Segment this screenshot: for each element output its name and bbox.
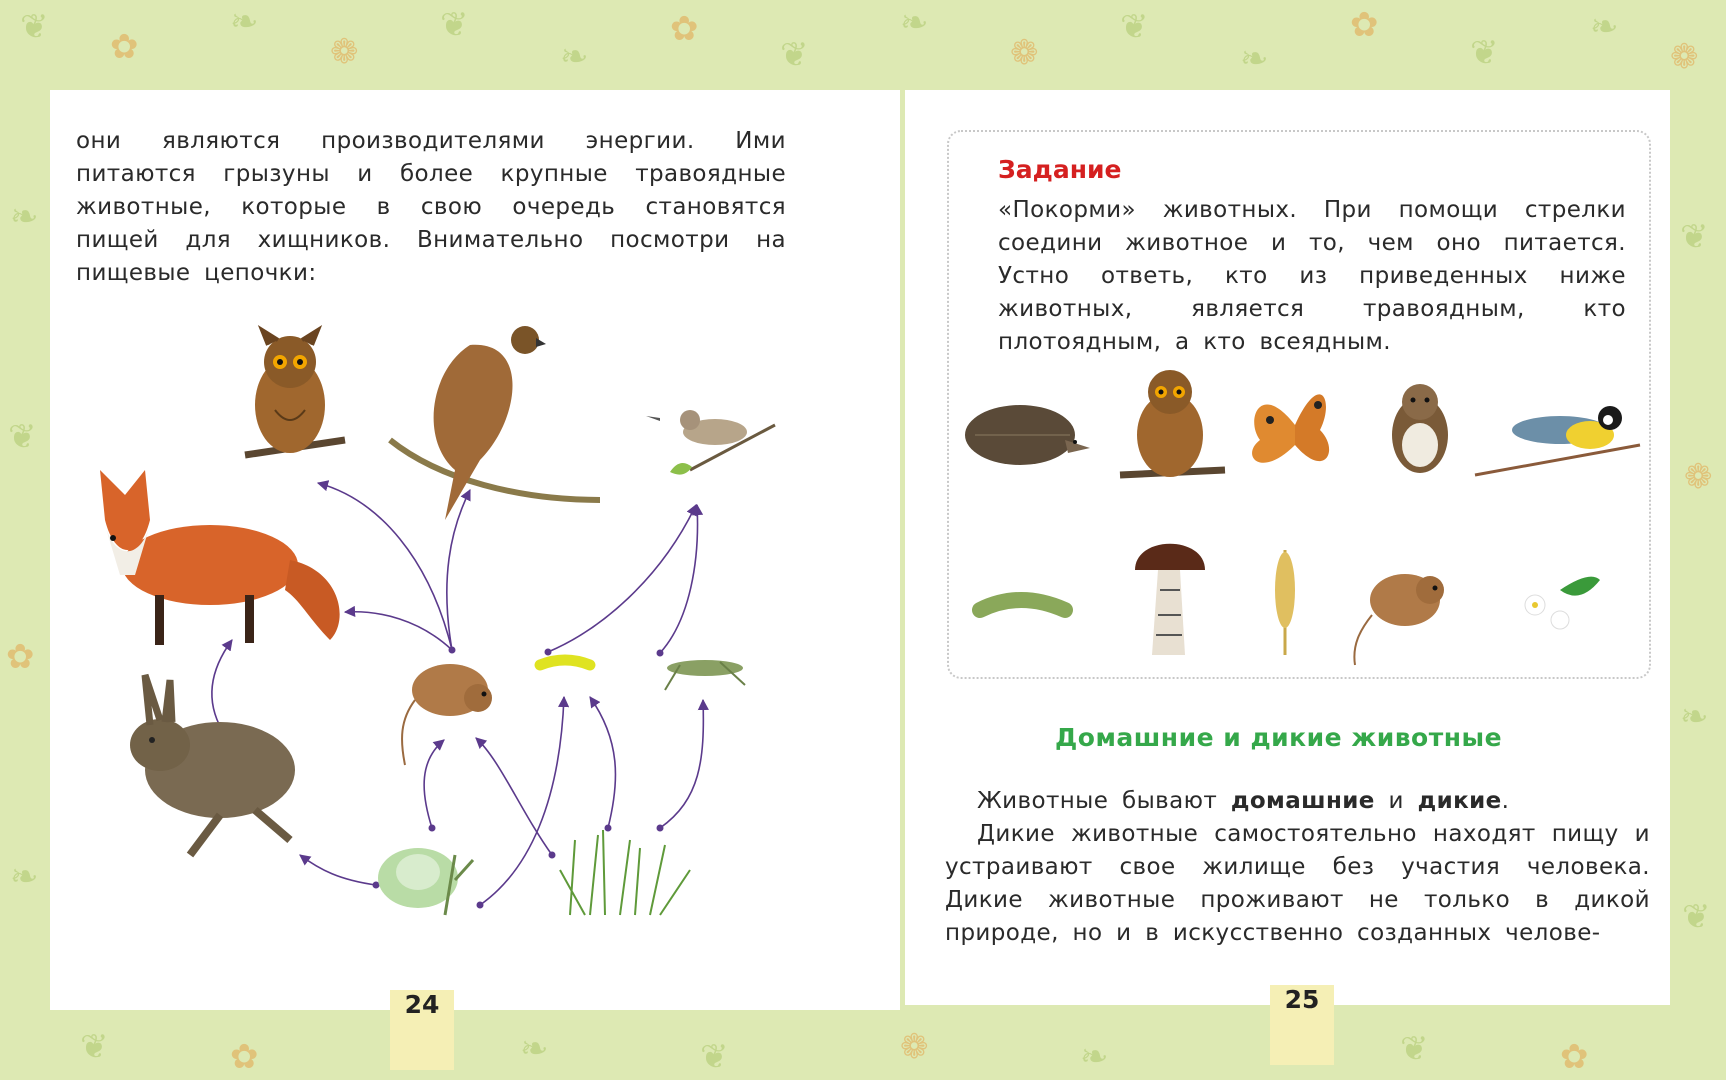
term-wild: дикие	[1417, 788, 1502, 814]
hamster-illustration	[1392, 384, 1448, 473]
leaf-icon: ❦	[780, 35, 809, 75]
paragraph-2: Дикие животные самостоятельно находят пищу и устраивают свое жилище без участия человека. Дикие животные проживают не только в дикой природе, но и в искусственно созданных челове-	[945, 821, 1650, 946]
leaf-icon: ❦	[1120, 7, 1149, 47]
p1-end: .	[1501, 788, 1510, 814]
leaf-icon: ❦	[700, 1037, 729, 1077]
page-number-right: 25	[1270, 985, 1334, 1065]
leaf-icon: ❧	[1680, 697, 1709, 737]
songbird-illustration	[646, 410, 775, 475]
butterfly-illustration	[1252, 394, 1329, 462]
leaf-icon: ❁	[900, 1027, 929, 1067]
leaf-icon: ❁	[330, 32, 359, 72]
p1-text: Животные бывают	[977, 788, 1231, 814]
p1-conj: и	[1374, 788, 1418, 814]
leaf-icon: ✿	[6, 637, 35, 677]
leaf-icon: ❧	[10, 197, 39, 237]
leaf-icon: ❧	[520, 1029, 549, 1069]
food-web-diagram	[0, 0, 900, 1000]
task-animals-row	[960, 360, 1650, 500]
leaf-icon: ❧	[560, 37, 589, 77]
leaf-icon: ❦	[1680, 217, 1709, 257]
mushroom-illustration	[1135, 544, 1205, 655]
mouse-illustration	[1354, 574, 1444, 665]
task-foods-row	[960, 530, 1650, 670]
leaf-icon: ✿	[110, 27, 139, 67]
leaf-icon: ❦	[1682, 897, 1711, 937]
owl-illustration	[245, 330, 345, 455]
leaf-icon: ❦	[8, 417, 37, 457]
right-body-text	[945, 785, 1650, 950]
leaf-icon: ❦	[1470, 33, 1499, 73]
leaf-icon: ✿	[230, 1037, 259, 1077]
fox-illustration	[100, 470, 340, 645]
leaf-icon: ❧	[1240, 39, 1269, 79]
leaf-icon: ❁	[1010, 33, 1039, 73]
leaf-icon: ❦	[1400, 1029, 1429, 1069]
term-domestic: домашние	[1230, 788, 1375, 814]
caterpillar-illustration	[980, 600, 1065, 610]
task-instructions: «Покорми» животных. При помощи стрелки соедини животное и то, чем оно питается. Устно ответь, кто из приведенных ниже животных, является травоядным, кто плотоядным, а кто всеядным.	[998, 197, 1626, 355]
tit-bird-illustration	[1475, 406, 1640, 475]
leaf-icon: ✿	[1350, 5, 1379, 45]
page-number-left: 24	[390, 990, 454, 1070]
leaf-icon: ✿	[670, 9, 699, 49]
leaf-icon: ❁	[1684, 457, 1713, 497]
grass-illustration	[560, 830, 690, 915]
left-paragraph: они являются производителями энергии. Ими питаются грызуны и более крупные травоядные животные, которые в свою очередь становятся пищей для хищников. Внимательно посмотри на пищевые цепочки:	[76, 128, 786, 286]
task-title: Задание	[998, 155, 1122, 184]
leaf-icon: ❧	[900, 3, 929, 43]
leaf-icon: ❦	[80, 1027, 109, 1067]
leaf-icon: ❧	[1590, 7, 1619, 47]
leaf-icon: ❧	[230, 2, 259, 42]
leaf-icon: ❦	[20, 7, 49, 47]
hedgehog-illustration	[965, 405, 1090, 465]
owl-illustration	[1120, 370, 1225, 477]
paragraph-1	[945, 785, 1650, 818]
hawk-illustration	[390, 326, 600, 520]
flower-illustration	[1525, 577, 1600, 629]
leaf-icon: ❁	[1670, 37, 1699, 77]
leaf-icon: ✿	[1560, 1037, 1589, 1077]
cabbage-illustration	[378, 848, 473, 915]
vole-illustration	[402, 664, 492, 765]
leaf-icon: ❦	[440, 5, 469, 45]
caterpillar-illustration	[540, 660, 590, 665]
grasshopper-illustration	[665, 660, 745, 690]
section-title: Домашние и дикие животные	[1055, 723, 1503, 752]
wheat-illustration	[1275, 550, 1295, 655]
leaf-icon: ❧	[10, 857, 39, 897]
task-text	[966, 194, 1626, 359]
leaf-icon: ❧	[1080, 1037, 1109, 1077]
